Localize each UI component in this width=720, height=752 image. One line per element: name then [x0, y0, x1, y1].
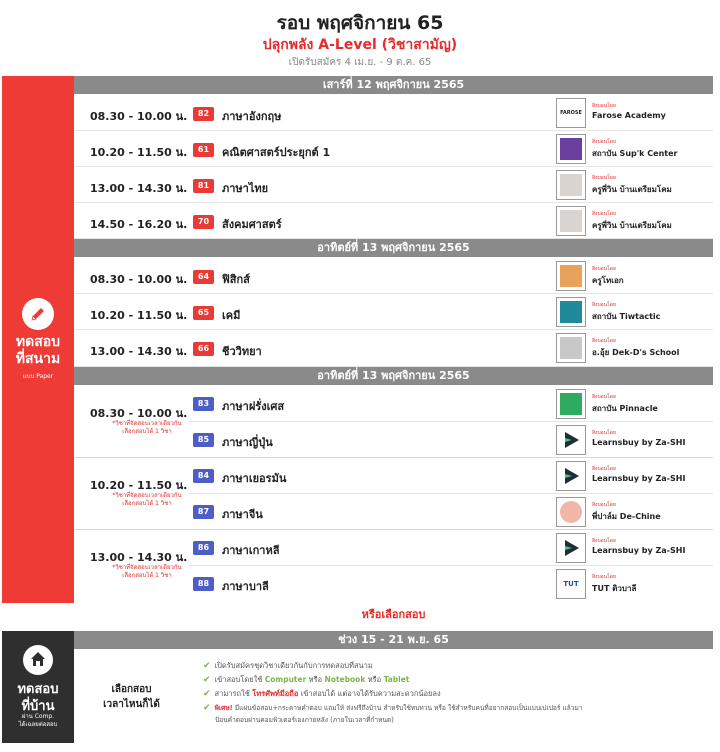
selection-note: *วิชาที่จัดสอบเวลาเดียวกัน เลือกสอบได้ 1 วิชา: [112, 492, 182, 507]
pencil-icon: [22, 298, 54, 330]
teacher-photo: [556, 170, 586, 200]
paper-test-label: ทดสอบ: [15, 334, 61, 350]
day-header: อาทิตย์ที่ 13 พฤศจิกายน 2565: [74, 239, 713, 257]
language-row: [189, 530, 713, 566]
subject-name[interactable]: ภาษาญี่ปุ่น: [222, 436, 273, 449]
time-slot: 10.20 - 11.50 น.: [90, 146, 188, 159]
or-choose-label: หรือเลือกสอบ: [361, 608, 426, 621]
schedule-row: [74, 203, 713, 239]
teacher-photo: [556, 261, 586, 291]
institute-name: ครูพี่วิน บ้านเตรียมโคม: [592, 185, 672, 194]
time-slot: 14.50 - 16.20 น.: [90, 218, 188, 231]
sponsor-label: สิ่งบอนโดย: [592, 211, 616, 217]
dechine-logo: [556, 497, 586, 527]
schedule-row: [74, 258, 713, 294]
check-icon: ✔: [203, 661, 211, 671]
subject-code-badge: 85: [193, 433, 214, 447]
schedule-row: [74, 95, 713, 131]
subject-code-badge: 65: [193, 306, 214, 320]
paper-test-mode: แบบ Paper: [22, 373, 54, 380]
subject-code-badge: 84: [193, 469, 214, 483]
subject-code-badge: 81: [193, 179, 214, 193]
day-header: เสาร์ที่ 12 พฤศจิกายน 2565: [74, 76, 713, 94]
tiwtactic-logo: [556, 297, 586, 327]
subject-code-badge: 61: [193, 143, 214, 157]
check-icon: ✔: [203, 689, 211, 699]
paper-test-panel: [2, 76, 74, 603]
checklist-item: ✔ พิเศษ! มีแผ่นข้อสอบ+กระดาษคำตอบ แถมให้ ส่งฟรีถึงบ้าน สำหรับใช้ทบทวน หรือ ใช้สำหรับคนที่อยากสอบเป็นแบบเปเปอร์ แล้วมา: [203, 703, 583, 713]
institute-name: สถาบัน Pinnacle: [592, 404, 658, 413]
choose-time-label: เลือกสอบ เวลาไหนก็ได้: [103, 684, 160, 710]
paper-test-location: ที่สนาม: [15, 351, 61, 367]
subject-name[interactable]: ภาษาอังกฤษ: [222, 110, 282, 123]
language-row: [189, 386, 713, 422]
supk-logo: [556, 134, 586, 164]
schedule-row: [74, 167, 713, 203]
time-slot: 08.30 - 10.00 น.: [90, 273, 188, 286]
sponsor-label: สิ่งบอนโดย: [592, 538, 616, 544]
language-row: [189, 422, 713, 458]
institute-name: TUT ติวบาลี: [592, 584, 637, 593]
time-slot: 10.20 - 11.50 น.: [90, 309, 188, 322]
subject-name[interactable]: ชีววิทยา: [222, 345, 262, 358]
sponsor-label: สิ่งบอนโดย: [592, 394, 616, 400]
selection-note: *วิชาที่จัดสอบเวลาเดียวกัน เลือกสอบได้ 1 วิชา: [112, 564, 182, 579]
subject-code-badge: 87: [193, 505, 214, 519]
schedule-row: [74, 294, 713, 330]
learnsbuy-logo: [556, 461, 586, 491]
sponsor-label: สิ่งบอนโดย: [592, 175, 616, 181]
checklist-item-continued: ป้อนคำตอบผ่านคอมพิวเตอร์เองภายหลัง (ภายในเวลาที่กำหนด): [215, 716, 394, 724]
time-slot: 13.00 - 14.30 น.: [90, 551, 188, 564]
online-test-label: ทดสอบ: [17, 682, 59, 697]
subject-code-badge: 83: [193, 397, 214, 411]
checklist-item: ✔ เปิดรับสมัครชุดวิชาเดียวกันกับการทดสอบที่สนาม: [203, 661, 373, 671]
subject-name[interactable]: ฟิสิกส์: [222, 273, 250, 286]
schedule-row: [74, 330, 713, 367]
day-header: อาทิตย์ที่ 13 พฤศจิกายน 2565: [74, 367, 713, 385]
institute-name: อ.อุ้ย Dek-D's School: [592, 348, 680, 357]
subject-code-badge: 64: [193, 270, 214, 284]
institute-name: Farose Academy: [592, 111, 666, 120]
learnsbuy-logo: [556, 533, 586, 563]
institute-name: พี่ปาล์ม De-Chine: [592, 512, 661, 521]
page-subtitle: ปลุกพลัง A-Level (วิชาสามัญ): [262, 37, 458, 53]
tut-logo: TUT: [556, 569, 586, 599]
subject-name[interactable]: เคมี: [222, 309, 241, 322]
subject-name[interactable]: ภาษาเยอรมัน: [222, 472, 287, 485]
institute-name: ครูพี่วิน บ้านเตรียมโคม: [592, 221, 672, 230]
page-header: [0, 0, 720, 76]
subject-code-badge: 86: [193, 541, 214, 555]
institute-name: สถาบัน Tiwtactic: [592, 312, 661, 321]
selection-note: *วิชาที่จัดสอบเวลาเดียวกัน เลือกสอบได้ 1 วิชา: [112, 420, 182, 435]
institute-name: Learnsbuy by Za-SHI: [592, 546, 686, 555]
time-slot: 10.20 - 11.50 น.: [90, 479, 188, 492]
subject-name[interactable]: ภาษาบาลี: [222, 580, 269, 593]
online-test-mode: ผ่าน Comp. ได้เฉลยต่อสอบ: [18, 713, 58, 728]
learnsbuy-logo: [556, 425, 586, 455]
check-icon: ✔: [203, 703, 211, 713]
sponsor-label: สิ่งบอนโดย: [592, 302, 616, 308]
online-test-location: ที่บ้าน: [21, 699, 55, 714]
sponsor-label: สิ่งบอนโดย: [592, 139, 616, 145]
sponsor-label: สิ่งบอนโดย: [592, 103, 616, 109]
sponsor-label: สิ่งบอนโดย: [592, 574, 616, 580]
time-slot: 08.30 - 10.00 น.: [90, 110, 188, 123]
sponsor-label: สิ่งบอนโดย: [592, 266, 616, 272]
subject-code-badge: 70: [193, 215, 214, 229]
home-icon: [23, 645, 53, 675]
sponsor-label: สิ่งบอนโดย: [592, 466, 616, 472]
teacher-photo: [556, 333, 586, 363]
institute-name: ครูโทเอก: [592, 276, 624, 285]
language-row: [189, 566, 713, 603]
farose-logo: FAROSE: [556, 98, 586, 128]
online-period-header: ช่วง 15 - 21 พ.ย. 65: [74, 631, 713, 649]
subject-code-badge: 82: [193, 107, 214, 121]
subject-name[interactable]: สังคมศาสตร์: [222, 218, 282, 231]
institute-name: สถาบัน Sup'k Center: [592, 149, 678, 158]
subject-name[interactable]: ภาษาจีน: [222, 508, 263, 521]
institute-name: Learnsbuy by Za-SHI: [592, 438, 686, 447]
language-row: [189, 494, 713, 530]
checklist-item: ✔ เข้าสอบโดยใช้ Computer หรือ Notebook หรือ Tablet: [203, 675, 410, 685]
language-row: [189, 458, 713, 494]
online-test-panel: [2, 631, 74, 743]
subject-name[interactable]: คณิตศาสตร์ประยุกต์ 1: [222, 146, 331, 159]
check-icon: ✔: [203, 675, 211, 685]
page-title: รอบ พฤศจิกายน 65: [276, 12, 444, 34]
subject-code-badge: 88: [193, 577, 214, 591]
pinnacle-logo: [556, 389, 586, 419]
subject-name[interactable]: ภาษาไทย: [222, 182, 269, 195]
sponsor-label: สิ่งบอนโดย: [592, 338, 616, 344]
schedule-row: [74, 131, 713, 167]
checklist-item: ✔ สามารถใช้ โทรศัพท์มือถือ เข้าสอบได้ แต่อาจได้รับความสะดวกน้อยลง: [203, 689, 441, 699]
time-slot: 13.00 - 14.30 น.: [90, 345, 188, 358]
teacher-photo: [556, 206, 586, 236]
subject-code-badge: 66: [193, 342, 214, 356]
sponsor-label: สิ่งบอนโดย: [592, 430, 616, 436]
time-slot: 08.30 - 10.00 น.: [90, 407, 188, 420]
subject-name[interactable]: ภาษาเกาหลี: [222, 544, 280, 557]
registration-period: เปิดรับสมัคร 4 เม.ย. - 9 ต.ค. 65: [288, 57, 432, 68]
sponsor-label: สิ่งบอนโดย: [592, 502, 616, 508]
subject-name[interactable]: ภาษาฝรั่งเศส: [222, 400, 285, 413]
institute-name: Learnsbuy by Za-SHI: [592, 474, 686, 483]
time-slot: 13.00 - 14.30 น.: [90, 182, 188, 195]
